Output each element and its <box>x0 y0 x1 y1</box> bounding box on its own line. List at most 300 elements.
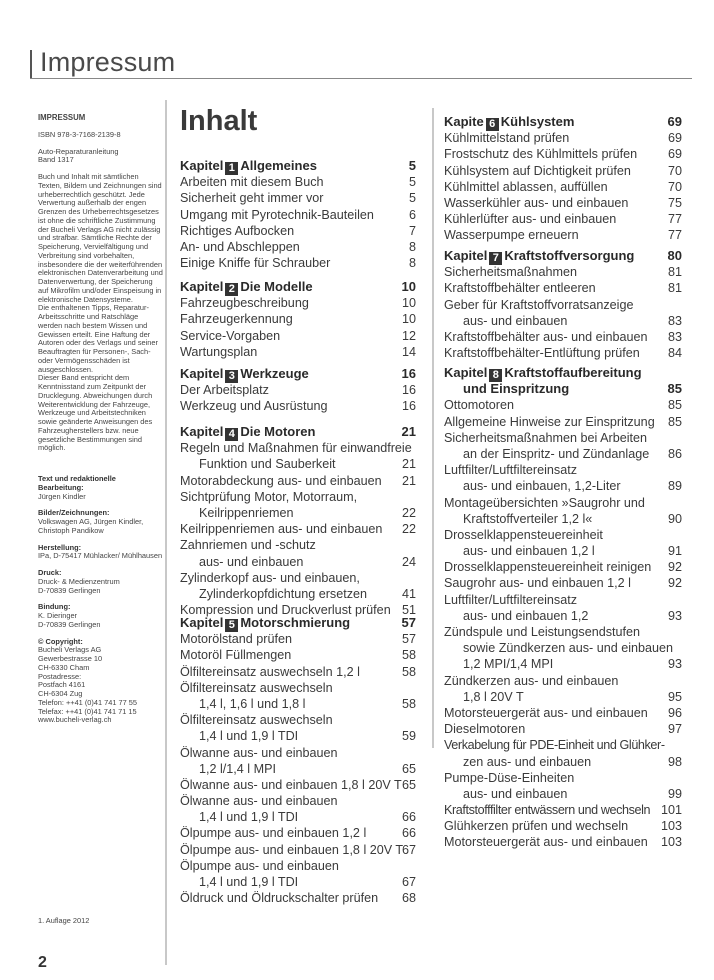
credit-line: www.bucheli-verlag.ch <box>38 715 112 725</box>
chapter-heading[interactable] <box>180 424 416 440</box>
toc-entry-text: Sichtprüfung Motor, Motorraum, <box>180 489 358 504</box>
toc-entry[interactable] <box>444 721 682 737</box>
toc-entry-text: Zündspule und Leistungsendstufen <box>444 625 641 639</box>
toc-entry[interactable] <box>444 640 682 656</box>
toc-entry[interactable] <box>180 745 416 761</box>
toc-entry[interactable] <box>444 146 682 162</box>
toc-entry[interactable] <box>180 874 416 890</box>
toc-entry[interactable] <box>180 712 416 728</box>
credit-line: K. Dieringer <box>38 611 78 620</box>
toc-entry[interactable] <box>444 329 682 345</box>
toc-entry[interactable] <box>444 495 682 511</box>
toc-entry[interactable] <box>180 825 416 841</box>
chapter-heading[interactable] <box>444 248 682 264</box>
toc-entry[interactable] <box>180 456 416 472</box>
toc-entry[interactable] <box>444 478 682 494</box>
toc-entry-text: Der Arbeitsplatz <box>180 383 269 398</box>
toc-entry[interactable] <box>444 592 682 608</box>
credit-label: Druck: <box>38 568 62 577</box>
chapter-name: Motorschmierung <box>240 615 351 630</box>
toc-entry-text: Ölpumpe aus- und einbauen 1,2 l <box>180 826 367 841</box>
toc-entry-page: 16 <box>401 399 416 414</box>
toc-entry[interactable] <box>180 239 416 255</box>
toc-entry-text: Sicherheitsmaßnahmen bei Arbeiten <box>444 430 648 445</box>
chapter-prefix: Kapite <box>444 114 484 129</box>
chapter-prefix: Kapitel <box>180 424 224 439</box>
toc-entry-text: Zahnriemen und -schutz <box>180 538 316 553</box>
toc-entry-text: Keilrippenriemen aus- und einbauen <box>180 522 383 537</box>
toc-entry-text: Sicherheitsmaßnahmen <box>444 265 577 280</box>
toc-entry[interactable] <box>444 802 682 818</box>
page-number: 2 <box>38 954 47 971</box>
toc-entry-page: 92 <box>667 576 682 591</box>
toc-entry[interactable] <box>444 511 682 527</box>
toc-entry-page: 22 <box>401 522 416 537</box>
toc-entry[interactable] <box>444 834 682 850</box>
chapter-prefix: Kapitel <box>444 365 488 380</box>
credit-block <box>38 475 163 501</box>
toc-entry[interactable] <box>180 398 416 414</box>
toc-entry-text: 1,4 l und 1,9 l TDI <box>199 875 299 889</box>
chapter-number-badge: 6 <box>486 118 499 131</box>
toc-entry-page: 70 <box>667 179 682 194</box>
toc-entry[interactable] <box>444 656 682 672</box>
toc-entry-text: Kraftstoffverteiler 1,2 l« <box>463 511 593 526</box>
toc-entry-page: 58 <box>401 664 416 679</box>
toc-entry[interactable] <box>180 570 416 586</box>
toc-entry-text: Ölfiltereinsatz auswechseln <box>180 713 333 728</box>
toc-entry[interactable] <box>444 543 682 559</box>
toc-entry[interactable] <box>444 179 682 195</box>
toc-entry[interactable] <box>180 440 416 456</box>
credit-line: Druck- & Medienzentrum <box>38 576 120 586</box>
toc-entry-text: Zylinderkopfdichtung ersetzen <box>199 586 368 601</box>
chapter-number-badge: 5 <box>225 619 238 632</box>
credit-label: Bilder/Zeichnungen: <box>38 508 110 518</box>
toc-entry-page: 66 <box>401 826 416 841</box>
chapter-page: 10 <box>401 279 416 294</box>
toc-entry[interactable] <box>180 728 416 744</box>
toc-entry[interactable] <box>444 737 682 753</box>
toc-entry-text: Pumpe-Düse-Einheiten <box>444 770 575 785</box>
toc-entry-page: 69 <box>667 131 682 146</box>
column-divider <box>165 100 167 965</box>
toc-entry-page: 24 <box>401 554 416 569</box>
toc-chapter <box>180 424 416 618</box>
volume-number: Band 1317 <box>38 155 74 165</box>
toc-entry-page: 16 <box>401 383 416 398</box>
toc-entry-page: 90 <box>667 511 682 526</box>
toc-entry-text: Ölfiltereinsatz auswechseln 1,2 l <box>180 664 360 679</box>
toc-entry-page: 83 <box>667 329 682 344</box>
toc-entry-text: 1,2 MPI/1,4 MPI <box>463 657 554 672</box>
toc-entry-page: 81 <box>667 281 682 296</box>
toc-entry-text: 1,4 l und 1,9 l TDI <box>199 810 299 825</box>
toc-chapter <box>180 158 416 271</box>
toc-entry[interactable] <box>444 264 682 280</box>
series-info <box>38 148 163 166</box>
chapter-title <box>444 365 642 380</box>
toc-entry[interactable] <box>444 446 682 462</box>
credit-label: Bindung: <box>38 602 71 612</box>
toc-entry-text: 1,4 l, 1,6 l und 1,8 l <box>199 696 306 711</box>
toc-entry[interactable] <box>180 554 416 570</box>
toc-entry[interactable] <box>180 505 416 521</box>
toc-entry-text: aus- und einbauen <box>199 554 304 569</box>
chapter-number-badge: 8 <box>489 369 502 382</box>
toc-entry-text: Verkabelung für PDE-Einheit und Glühker- <box>444 738 665 753</box>
toc-entry[interactable] <box>180 537 416 553</box>
toc-entry-page: 67 <box>401 842 416 857</box>
toc-chapter <box>444 114 682 244</box>
toc-entry-text: Regeln und Maßnahmen für einwandfreie <box>180 441 412 456</box>
toc-entry[interactable] <box>444 130 682 146</box>
toc-entry[interactable] <box>444 754 682 770</box>
toc-entry[interactable] <box>180 761 416 777</box>
chapter-page: 16 <box>401 366 416 381</box>
toc-entry-text: Werkzeug und Ausrüstung <box>180 399 328 414</box>
toc-chapter <box>180 615 416 906</box>
toc-entry-page: 66 <box>401 810 416 825</box>
toc-entry-text: Wasserpumpe erneuern <box>444 228 579 243</box>
toc-entry[interactable] <box>444 608 682 624</box>
toc-entry-text: Drosselklappensteuereinheit <box>444 527 603 542</box>
toc-entry-text: Zylinderkopf aus- und einbauen, <box>180 570 360 585</box>
toc-entry-text: Motorölstand prüfen <box>180 632 293 647</box>
toc-title: Inhalt <box>180 105 258 137</box>
header-accent-bar <box>30 50 32 78</box>
toc-entry-text: Kühlsystem auf Dichtigkeit prüfen <box>444 163 631 178</box>
toc-entry-text: Einige Kniffe für Schrauber <box>180 256 331 271</box>
toc-entry-text: Ölfiltereinsatz auswechseln <box>180 680 333 695</box>
toc-entry-page: 85 <box>667 414 682 429</box>
toc-entry-page: 7 <box>408 223 416 238</box>
toc-entry[interactable] <box>180 344 416 360</box>
toc-entry[interactable] <box>180 328 416 344</box>
credit-block <box>38 544 163 562</box>
toc-entry-text: Kühlmittel ablassen, auffüllen <box>444 179 608 194</box>
chapter-heading[interactable] <box>180 279 416 295</box>
chapter-number-badge: 4 <box>225 428 238 441</box>
credit-line: D-70839 Gerlingen <box>38 585 101 595</box>
toc-entry-page: 12 <box>401 328 416 343</box>
credit-line: CH-6304 Zug <box>38 689 83 698</box>
toc-entry-text: aus- und einbauen, 1,2-Liter <box>463 479 621 494</box>
toc-entry-text: Kraftstofffilter entwässern und wechseln <box>444 803 651 818</box>
impressum-column <box>38 114 163 733</box>
chapter-number-badge: 3 <box>225 370 238 383</box>
chapter-title <box>180 158 317 173</box>
toc-entry-page: 5 <box>408 191 416 206</box>
credit-label: Herstellung: <box>38 542 82 552</box>
toc-entry-text: Wartungsplan <box>180 344 258 359</box>
toc-entry-text: Kraftstoffbehälter aus- und einbauen <box>444 329 648 344</box>
toc-entry[interactable] <box>444 195 682 211</box>
toc-entry-text: aus- und einbauen 1,2 l <box>463 544 595 559</box>
toc-entry-page: 77 <box>667 212 682 227</box>
toc-entry-page: 103 <box>660 819 682 834</box>
toc-entry-text: 1,8 l 20V T <box>463 689 524 704</box>
toc-entry-page: 98 <box>667 754 682 769</box>
toc-entry-text: Zündkerzen aus- und einbauen <box>444 673 619 688</box>
toc-entry[interactable] <box>180 890 416 906</box>
toc-entry[interactable] <box>180 696 416 712</box>
toc-entry-page: 41 <box>401 586 416 601</box>
toc-entry-text: Saugrohr aus- und einbauen 1,2 l <box>444 576 631 591</box>
toc-entry[interactable] <box>444 163 682 179</box>
toc-entry-text: Richtiges Aufbocken <box>180 223 295 238</box>
chapter-heading[interactable] <box>444 365 682 381</box>
toc-chapter <box>444 248 682 361</box>
toc-chapter <box>180 366 416 415</box>
credit-label: Text und redaktionelle Bearbeitung: <box>38 474 116 492</box>
toc-entry-page: 83 <box>667 313 682 328</box>
toc-entry-page: 68 <box>401 891 416 906</box>
toc-entry-text: Motorsteuergerät aus- und einbauen <box>444 705 648 720</box>
toc-entry-page: 8 <box>408 239 416 254</box>
toc-entry-text: Frostschutz des Kühlmittels prüfen <box>444 147 638 162</box>
toc-entry-page: 91 <box>667 544 682 559</box>
toc-entry[interactable] <box>444 297 682 313</box>
toc-entry-page: 101 <box>660 803 682 818</box>
toc-entry-page: 89 <box>667 479 682 494</box>
chapter-name: Kraftstoffaufbereitung <box>504 365 642 380</box>
toc-entry[interactable] <box>444 414 682 430</box>
toc-entry-page: 77 <box>667 228 682 243</box>
toc-entry[interactable] <box>444 673 682 689</box>
toc-entry[interactable] <box>180 858 416 874</box>
toc-entry-page: 93 <box>667 657 682 672</box>
chapter-name: Kraftstoffversorgung <box>504 248 635 263</box>
chapter-heading[interactable] <box>444 381 682 397</box>
toc-entry-text: Ölwanne aus- und einbauen <box>180 745 338 760</box>
toc-entry[interactable] <box>180 842 416 858</box>
toc-chapter <box>180 279 416 360</box>
toc-entry-text: Allgemeine Hinweise zur Einspritzung <box>444 414 655 429</box>
chapter-page: 21 <box>401 424 416 439</box>
credit-line: Volkswagen AG, Jürgen Kindler, Christoph Pandikow <box>38 517 144 535</box>
toc-entry[interactable] <box>444 575 682 591</box>
toc-entry[interactable] <box>444 705 682 721</box>
toc-entry[interactable] <box>180 521 416 537</box>
chapter-number-badge: 7 <box>489 252 502 265</box>
chapter-title: und Einspritzung <box>463 381 570 397</box>
toc-entry-text: Dieselmotoren <box>444 722 526 737</box>
toc-entry[interactable] <box>180 190 416 206</box>
chapter-title <box>180 615 350 630</box>
column-divider <box>432 108 434 748</box>
toc-entry[interactable] <box>444 211 682 227</box>
toc-entry-text: Kraftstoffbehälter-Entlüftung prüfen <box>444 346 640 361</box>
toc-entry[interactable] <box>444 227 682 243</box>
toc-entry-text: Ölwanne aus- und einbauen <box>180 794 338 809</box>
toc-entry[interactable] <box>444 527 682 543</box>
chapter-name: Die Modelle <box>240 279 313 294</box>
toc-entry[interactable] <box>444 313 682 329</box>
toc-entry[interactable] <box>180 473 416 489</box>
chapter-prefix: Kapitel <box>180 158 224 173</box>
credit-line: Gewerbestrasse 10 <box>38 654 103 663</box>
toc-entry[interactable] <box>180 295 416 311</box>
toc-entry[interactable] <box>180 809 416 825</box>
chapter-number-badge: 2 <box>225 283 238 296</box>
credit-block <box>38 509 163 535</box>
impressum-heading: IMPRESSUM <box>38 113 86 122</box>
credit-line: IPa, D-75417 Mühlacker/ Mühlhausen <box>38 551 163 561</box>
toc-entry-text: Ölpumpe aus- und einbauen <box>180 858 339 873</box>
toc-entry-page: 84 <box>667 346 682 361</box>
toc-entry[interactable] <box>444 397 682 413</box>
toc-entry-text: aus- und einbauen 1,2 <box>463 608 589 623</box>
toc-entry-text: 1,2 l/1,4 l MPI <box>199 761 276 776</box>
toc-entry[interactable] <box>180 255 416 271</box>
toc-entry-text: Kraftstoffbehälter entleeren <box>444 281 596 296</box>
toc-entry-text: Kühlmittelstand prüfen <box>444 131 570 146</box>
toc-entry-text: Drosselklappensteuereinheit reinigen <box>444 560 652 575</box>
toc-entry-text: aus- und einbauen <box>463 786 568 801</box>
toc-entry-page: 81 <box>667 265 682 280</box>
toc-entry-page: 58 <box>401 648 416 663</box>
chapter-heading[interactable] <box>180 366 416 382</box>
chapter-title <box>180 424 315 439</box>
toc-entry-page: 8 <box>408 256 416 271</box>
chapter-heading[interactable] <box>444 114 682 130</box>
credit-line: Jürgen Kindler <box>38 491 86 501</box>
toc-entry-page: 96 <box>667 705 682 720</box>
toc-entry-page: 10 <box>401 296 416 311</box>
toc-entry-text: Öldruck und Öldruckschalter prüfen <box>180 891 379 906</box>
toc-entry[interactable] <box>180 586 416 602</box>
chapter-title <box>180 279 313 294</box>
toc-entry-text: zen aus- und einbauen <box>463 754 592 769</box>
toc-entry-text: aus- und einbauen <box>463 313 568 328</box>
toc-entry-text: Fahrzeugerkennung <box>180 312 293 327</box>
chapter-page: 80 <box>667 248 682 263</box>
toc-entry[interactable] <box>444 624 682 640</box>
chapter-number-badge: 1 <box>225 162 238 175</box>
toc-entry[interactable] <box>444 689 682 705</box>
toc-entry[interactable] <box>444 462 682 478</box>
toc-entry-page: 65 <box>401 761 416 776</box>
toc-entry-page: 57 <box>401 632 416 647</box>
toc-entry-text: Montageübersichten »Saugrohr und <box>444 495 645 510</box>
chapter-heading[interactable] <box>180 615 416 631</box>
credit-line: D-70839 Gerlingen <box>38 619 101 629</box>
toc-entry-text: Luftfilter/Luftfiltereinsatz <box>444 463 577 478</box>
toc-entry-page: 21 <box>401 457 416 472</box>
toc-entry[interactable] <box>444 280 682 296</box>
credit-label: © Copyright: <box>38 636 83 646</box>
credit-line: CH-6330 Cham <box>38 662 90 672</box>
toc-entry[interactable] <box>180 664 416 680</box>
toc-entry[interactable] <box>444 345 682 361</box>
toc-entry[interactable] <box>180 777 416 793</box>
chapter-prefix: Kapitel <box>444 248 488 263</box>
toc-entry-text: Keilrippenriemen <box>199 505 294 520</box>
chapter-prefix: Kapitel <box>180 366 224 381</box>
toc-entry-page: 97 <box>667 722 682 737</box>
toc-entry-text: an der Einspritz- und Zündanlage <box>463 446 650 461</box>
toc-entry-text: Kühlerlüfter aus- und einbauen <box>444 212 617 227</box>
chapter-title <box>180 366 309 381</box>
toc-entry-text: Kompression und Druckverlust prüfen <box>180 603 391 618</box>
toc-entry[interactable] <box>444 770 682 786</box>
toc-entry-text: Motorabdeckung aus- und einbauen <box>180 473 382 488</box>
toc-entry-text: Wasserkühler aus- und einbauen <box>444 195 629 210</box>
chapter-page: 5 <box>408 158 416 173</box>
toc-entry[interactable] <box>180 223 416 239</box>
toc-entry[interactable] <box>444 430 682 446</box>
chapter-name: Kühlsystem <box>500 114 575 129</box>
toc-entry[interactable] <box>444 818 682 834</box>
toc-entry-text: 1,4 l und 1,9 l TDI <box>199 729 299 744</box>
credit-line: Postfach 4161 <box>38 680 86 690</box>
toc-entry-page: 10 <box>401 312 416 327</box>
toc-entry[interactable] <box>180 207 416 223</box>
toc-entry-text: Ölpumpe aus- und einbauen 1,8 l 20V T <box>180 842 404 857</box>
toc-entry[interactable] <box>180 647 416 663</box>
toc-entry-page: 85 <box>667 398 682 413</box>
toc-entry-text: An- und Abschleppen <box>180 239 300 254</box>
credit-block <box>38 603 163 629</box>
toc-entry-text: sowie Zündkerzen aus- und einbauen <box>463 641 674 656</box>
edition: 1. Auflage 2012 <box>38 916 90 925</box>
toc-entry-page: 93 <box>667 608 682 623</box>
chapter-title <box>444 114 574 129</box>
chapter-title <box>444 248 634 263</box>
toc-entry[interactable] <box>444 559 682 575</box>
toc-entry[interactable] <box>180 382 416 398</box>
chapter-heading[interactable] <box>180 158 416 174</box>
credit-line: Telefon: ++41 (0)41 741 77 55 <box>38 697 138 707</box>
toc-entry-page: 99 <box>667 786 682 801</box>
disclaimer: Die enthaltenen Tipps, Reparatur-Arbeitsschritte und Ratschläge werden nach bestem Wissen und Gewissen erteilt. Eine Haftung der Autoren oder des Verlags und seiner Beauftragten für Personen-, Sach- oder Vermögensschäden ist ausgeschlossen. <box>38 303 158 374</box>
toc-entry-text: Geber für Kraftstoffvorratsanzeige <box>444 297 634 312</box>
toc-entry-page: 67 <box>401 875 416 889</box>
toc-entry[interactable] <box>180 680 416 696</box>
toc-entry[interactable] <box>444 786 682 802</box>
toc-entry-text: Arbeiten mit diesem Buch <box>180 175 324 190</box>
header-rule <box>30 78 692 79</box>
chapter-page: 85 <box>667 381 682 397</box>
chapter-name: Werkzeuge <box>240 366 309 381</box>
toc-entry-text: Funktion und Sauberkeit <box>199 457 336 472</box>
toc-entry-page: 70 <box>667 163 682 178</box>
toc-entry-page: 22 <box>401 505 416 520</box>
legal-notice: Buch und Inhalt mit sämtlichen Texten, Bildern und Zeichnungen sind urheberrechtlich geschützt. Jede Verwertung außerhalb der engen Grenzen des Urheberrechtsgesetzes ist ohne die schriftliche Zustimmung der Bucheli Verlags AG nicht zulässig und strafbar. Sämtliche Rechte der Speicherung, Vervielfältigung und Verbreitung sind vorbehalten, insbesondere die der weiterführenden elektronischen Datenverarbeitung und Datenverwertung, der Speicherung auf Mikrofilm und/oder Einspeisung in elektronische Datensysteme. <box>38 172 163 304</box>
toc-entry[interactable] <box>180 631 416 647</box>
toc-entry-page: 14 <box>401 344 416 359</box>
toc-entry[interactable] <box>180 793 416 809</box>
toc-entry-page: 92 <box>667 560 682 575</box>
toc-entry[interactable] <box>180 489 416 505</box>
toc-entry-text: Fahrzeugbeschreibung <box>180 296 309 311</box>
chapter-name: Die Motoren <box>240 424 316 439</box>
toc-entry[interactable] <box>180 311 416 327</box>
toc-entry-text: Service-Vorgaben <box>180 328 281 343</box>
chapter-prefix: Kapitel <box>180 279 224 294</box>
toc-entry-page: 103 <box>660 835 682 850</box>
currency-notice: Dieser Band entspricht dem Kenntnisstand zum Zeitpunkt der Drucklegung. Abweichungen durch Weiterentwicklung der Fahrzeuge, Werkzeuge und Arbeitstechniken sowie geänderte Anweisungen des Fahrzeugherstellers bzw. neue gesetzliche Bestimmungen sind möglich. <box>38 373 153 453</box>
page-title: Impressum <box>40 47 176 77</box>
series-name: Auto-Reparaturanleitung <box>38 146 119 156</box>
toc-entry-text: Ottomotoren <box>444 398 514 413</box>
credit-line: Telefax: ++41 (0)41 741 71 15 <box>38 706 137 716</box>
toc-entry-page: 75 <box>667 195 682 210</box>
toc-entry[interactable] <box>180 174 416 190</box>
credit-line: Bucheli Verlags AG <box>38 645 102 655</box>
toc-entry-page: 51 <box>401 603 416 618</box>
